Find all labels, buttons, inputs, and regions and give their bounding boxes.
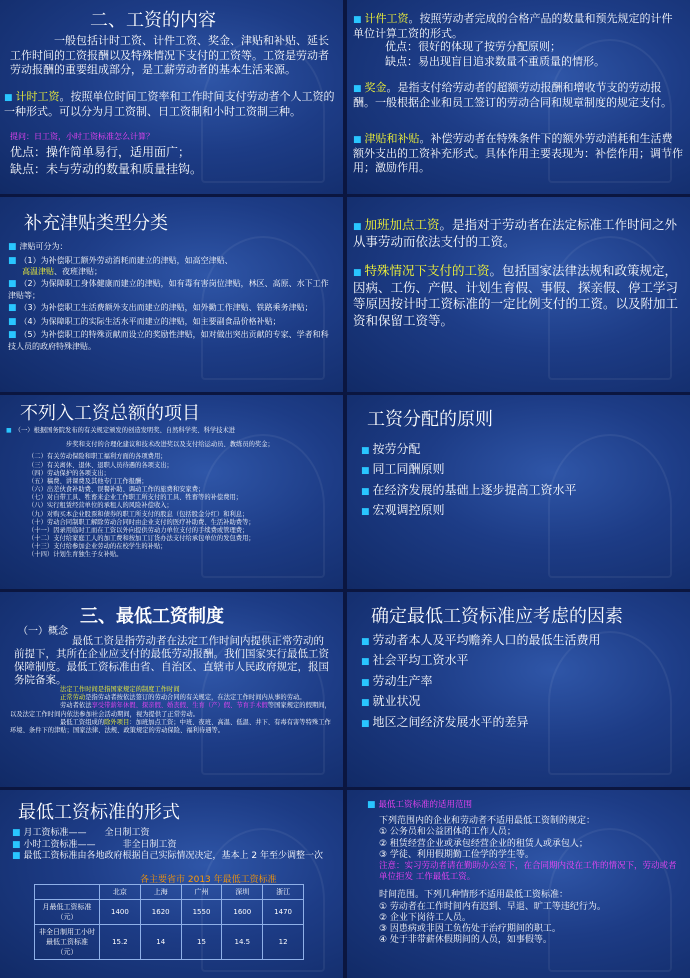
list-item: ② 企业下岗待工人员。 xyxy=(379,912,471,923)
bullet-icon: ■ xyxy=(353,222,362,232)
allowance-list xyxy=(8,242,336,352)
bullet-icon: ■ xyxy=(353,268,362,278)
warning-note: 注意：实习劳动者请在勤助办公室下，在合同期内没在工作的情况下，劳动或者单位拒发 工作最低工资。 xyxy=(379,861,677,882)
min-wage-table xyxy=(34,884,304,960)
bullet-icon: ■ xyxy=(361,698,370,709)
list-item: ■ 地区之间经济发展水平的差异 xyxy=(361,714,529,729)
scope-lead-2: 时间范围。下列几种情形不适用最低工资标准： xyxy=(379,890,569,901)
list-item: ■ 同工同酬原则 xyxy=(361,462,445,477)
list-item: （十四）计划生育独生子女补贴。 xyxy=(28,551,123,559)
list-item: ① 公务员和公益团体的工作人员； xyxy=(379,827,516,838)
list-item: ② 租赁经营企业或承包经营企业的租赁人或承包人； xyxy=(379,838,588,849)
list-item: （九）对购买本企业股票和债券的职工所支付的股息（包括股金分红）和利息； xyxy=(28,510,249,518)
list-item: ■ 就业状况 xyxy=(361,694,421,709)
slide-min-wage-factors xyxy=(347,592,690,787)
overtime-desc: 。是指对于劳动者在法定标准工作时间之外从事劳动而依法支付的工资。 xyxy=(353,217,678,249)
list-item: （十三）支付给参加企业劳动的在校学生的补贴； xyxy=(28,543,167,551)
list-item: ■ 小时工资标准—— 非全日制工资 xyxy=(12,839,177,850)
bullet-icon: ■ xyxy=(12,828,21,838)
bullet-icon: ■ xyxy=(4,93,13,103)
overtime-item xyxy=(353,217,683,250)
intro-paragraph: 一般包括计时工资、计件工资、奖金、津贴和补贴、延长工作时间的工资报酬以及特殊情况下支付的工资等。工资是劳动者劳动报酬的重要组成部分，是工薪劳动者的基本生活来源。 xyxy=(10,34,329,77)
slide-title: ■ 最低工资标准的适用范围 xyxy=(367,800,473,810)
bonus-term: 奖金 xyxy=(364,81,387,94)
bullet-icon: ■ xyxy=(8,303,17,314)
scope-body xyxy=(379,816,683,947)
bullet-icon: ■ xyxy=(361,657,370,668)
slide-title: 补充津贴类型分类 xyxy=(24,213,168,234)
list-item: （二）有关劳动保险和职工福利方面的各项费用； xyxy=(28,453,167,461)
list-item: （六）出差伙食补助费、误餐补助、调动工作的旅费和安家费； xyxy=(28,486,205,494)
scope-lead: 下列范围内的企业和劳动者不适用最低工资制的规定： xyxy=(379,816,596,826)
note-normal-labor: 正常劳动是指劳动者按依法签订的劳动合同的有关规定，在法定工作时间内从事的劳动。 xyxy=(60,694,306,702)
slide-piece-wage xyxy=(347,0,690,194)
bullet-icon: ■ xyxy=(353,15,362,25)
concept-paragraph: 最低工资是指劳动者在法定工作时间内提供正常劳动的前提下，其所在企业应支付的最低劳动报酬。我们国家实行最低工资保障制度。最低工资标准由省、自治区、直辖市人民政府规定，报国务院备案。 xyxy=(14,635,329,687)
table-row: 非全日制用工小时最低工资标准（元） 15.2 14 15 14.5 12 xyxy=(35,925,304,960)
list-item: ■ 宏观调控原则 xyxy=(361,503,445,518)
table-caption: 各主要省市 2013 年最低工资标准 xyxy=(140,875,277,885)
special-wage-item xyxy=(353,263,683,329)
list-item-cont: 高温津贴、夜班津贴； xyxy=(22,267,102,277)
list-item: ③ 因患病或非因工负伤处于治疗期间的职工。 xyxy=(379,924,561,934)
list-item: ■ 劳动者本人及平均赡养人口的最低生活费用 xyxy=(361,633,601,647)
piece-wage-desc: 。按照劳动者完成的合格产品的数量和预先规定的计件单位计算工资的形式。 xyxy=(353,12,673,40)
allowance-desc: 。补偿劳动者在特殊条件下的额外劳动消耗和生活费额外支出的工资补充形式。具体作用主要表现为：补偿作用；调节作用；激励作用。 xyxy=(353,132,683,175)
bonus-desc: 。是指支付给劳动者的超额劳动报酬和增收节支的劳动报酬。一般根据企业和员工签订的劳动合同和规章制度的规定支付。 xyxy=(353,81,672,109)
bullet-icon: ■ xyxy=(361,718,370,729)
list-lead-cont: 步奖和支付的合理化建议和技术改进奖以及支付给运动员、教练员的奖金； xyxy=(66,441,274,449)
slide-allowance-types xyxy=(0,197,343,392)
concept-notes xyxy=(10,686,334,735)
time-wage-item xyxy=(4,90,336,119)
bullet-icon: ■ xyxy=(361,637,370,647)
list-item: ③ 学徒、利用假期勤工俭学的学生等。 xyxy=(379,849,534,860)
overtime-term: 加班加点工资 xyxy=(364,217,440,232)
bullet-icon: ■ xyxy=(361,446,370,456)
bonus-item xyxy=(353,81,683,110)
title-text: 二、工资的内容 xyxy=(90,10,216,31)
bullet-icon: ■ xyxy=(12,851,21,862)
bullet-icon: ■ xyxy=(361,677,370,688)
bullet-icon: ■ xyxy=(8,330,17,341)
list-item: ④ 处于非带薪休假期间的人员，如事假等。 xyxy=(379,935,552,946)
special-wage-term: 特殊情况下支付的工资 xyxy=(364,263,490,278)
principles-list xyxy=(361,439,577,521)
allowance-term: 津贴和补贴 xyxy=(364,132,420,145)
slide-title: 工资分配的原则 xyxy=(367,409,493,430)
slide-wage-content xyxy=(0,0,343,194)
bullet-icon: ■ xyxy=(361,486,370,497)
time-wage-desc: 。按照单位时间工资率和工作时间支付劳动者个人工资的一种形式。可以分为月工资制、日工资制和小时工资制三种。 xyxy=(4,90,335,118)
excluded-list xyxy=(6,427,336,560)
allowance-item xyxy=(353,132,683,176)
list-item: ■ （3）为补偿职工生活费额外支出而建立的津贴，如外勤工作津贴、铁路乘务津贴； xyxy=(8,303,313,314)
list-item: ■ 最低工资标准由各地政府根据自己实际情况决定，基本上 2 年至少调整一次 xyxy=(12,851,323,862)
forms-list xyxy=(12,828,338,863)
list-item: （十一）因录用临时工而在工资以外向提供劳动力单位支付的手续费或管理费； xyxy=(28,526,249,534)
list-item: ■ 社会平均工资水平 xyxy=(361,653,469,668)
list-item: ■ （1）为补偿职工额外劳动消耗而建立的津贴，如高空津贴、 xyxy=(8,255,233,266)
slide-overtime-wage xyxy=(347,197,690,392)
slide-minimum-wage xyxy=(0,592,343,787)
bullet-icon: ■ xyxy=(353,84,362,94)
piece-wage-term: 计件工资 xyxy=(364,12,409,25)
list-item: ■ 按劳分配 xyxy=(361,442,421,456)
factors-list xyxy=(361,632,679,731)
list-item: ■ 劳动生产率 xyxy=(361,673,433,688)
advantage-text: 优点：操作简单易行，适用面广； xyxy=(10,145,191,159)
disadvantage-text: 缺点：未与劳动的数量和质量挂钩。 xyxy=(10,162,203,176)
excluded-items xyxy=(6,453,336,559)
table-header-row: 北京 上海 广州 深圳 浙江 xyxy=(35,885,304,900)
list-item: ■ （4）为保障职工的实际生活水平而建立的津贴，如主要副食品价格补贴； xyxy=(8,316,281,327)
list-lead: ■ 津贴可分为： xyxy=(8,242,68,252)
piece-disadvantage: 缺点：易出现盲目追求数量不重质量的情形。 xyxy=(385,55,605,68)
bullet-icon: ■ xyxy=(8,279,17,290)
slide-min-wage-forms xyxy=(0,790,343,978)
bullet-icon: ■ xyxy=(8,316,17,327)
list-item: （十）劳动合同制职工解除劳动合同时由企业支付的医疗补助费、生活补助费等； xyxy=(28,518,255,526)
list-item: （三）有关离休、退休、退职人员待遇的各项支出； xyxy=(28,461,173,469)
note-holidays: 劳动者依法享受带薪年休假、探亲假、婚丧假、生育（产）假、节育手术假等国家规定的假期间，以及法定工作时间内依法参加社会活动期间，视为提供了正常劳动。 xyxy=(10,702,331,718)
special-wage-desc: 。包括国家法律法规和政策规定，因病、工伤、产假、计划生育假、事假、探亲假、停工学习等原因按计时工资标准的一定比例支付的工资。以及附加工资和保留工资等。 xyxy=(353,263,679,328)
piece-wage-item xyxy=(353,12,683,41)
list-item: ■ 在经济发展的基础上逐步提高工资水平 xyxy=(361,482,577,497)
list-lead: ■ （一）根据国务院发布的有关规定颁发的创造发明奖、自然科学奖、科学技术进 xyxy=(6,427,236,434)
list-item: ① 劳动者在工作时间内有迟到、早退、旷工等违纪行为。 xyxy=(379,901,606,912)
slide-title: 三、最低工资制度 xyxy=(80,606,224,627)
list-item: （十二）支付给家庭工人的加工费和按加工订货办法支付给承包单位的发包费用； xyxy=(28,535,255,543)
bullet-icon: ■ xyxy=(12,839,21,850)
list-item: （八）实行租赁经营单位的承租人的风险补偿收入； xyxy=(28,502,173,510)
slide-wage-principles xyxy=(347,395,690,589)
list-item: ■ （5）为补偿职工的特殊贡献而设立的奖励性津贴，如对做出突出贡献的专家、学者和科技人员的政府特殊津贴。 xyxy=(8,330,329,351)
table-row: 月最低工资标准（元） 1400 1620 1550 1600 1470 xyxy=(35,900,304,925)
list-item: （七）对自带工具、牲畜来企业工作职工所支付的工具、牲畜等的补偿费用； xyxy=(28,494,243,502)
bullet-icon: ■ xyxy=(8,255,17,266)
slide-title xyxy=(90,6,216,32)
bullet-icon: ■ xyxy=(361,507,370,518)
concept-heading: （一）概念 xyxy=(18,626,68,637)
note-legal-hours: 法定工作时间是指国家规定的制度工作时间 xyxy=(60,686,180,693)
slide-excluded-items xyxy=(0,395,343,589)
slide-title: 不列入工资总额的项目 xyxy=(20,403,200,424)
slide-title: 确定最低工资标准应考虑的因素 xyxy=(371,606,623,627)
list-item: （五）稿费、讲课费及其他专门工作报酬； xyxy=(28,477,148,485)
list-item: ■ 月工资标准—— 全日制工资 xyxy=(12,828,150,838)
bullet-icon: ■ xyxy=(8,242,17,252)
question-note: 提问：日工资，小时工资标准怎么计算？ xyxy=(10,132,154,141)
time-wage-term: 计时工资 xyxy=(15,90,60,103)
list-item: （四）劳动保护的各项支出； xyxy=(28,469,110,477)
bullet-icon: ■ xyxy=(367,800,376,810)
bullet-icon: ■ xyxy=(353,135,362,145)
bullet-icon: ■ xyxy=(361,466,370,477)
note-excluded: 最低工资组成的除外项目：加班加点工资；中班、夜班、高温、低温、井下、有毒有害等特殊工作环境、条件下的津贴；国家法律、法规、政策规定的劳动保险、福利待遇等。 xyxy=(10,718,331,734)
slide-min-wage-scope xyxy=(347,790,690,978)
list-item: ■ （2）为保障职工身体健康而建立的津贴，如有毒有害岗位津贴，林区、高原、水下工作津贴等； xyxy=(8,279,329,300)
slide-title: 最低工资标准的形式 xyxy=(18,802,180,823)
bullet-icon: ■ xyxy=(6,427,12,434)
piece-advantage: 优点：很好的体现了按劳分配原则； xyxy=(385,40,561,53)
